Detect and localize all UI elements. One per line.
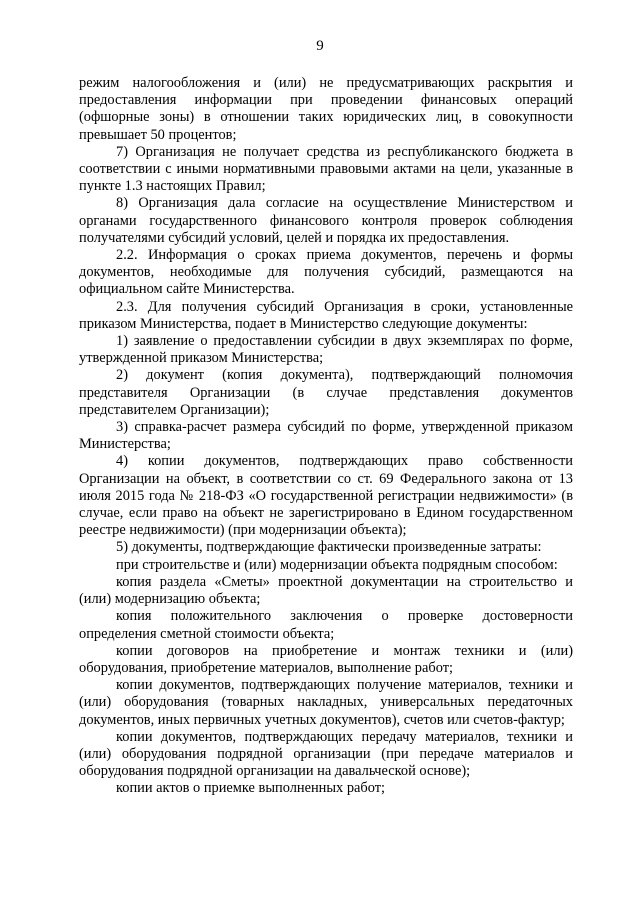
paragraph-doc-2: 2) документ (копия документа), подтверждающий полномочия представителя Организации (в случае представления документов представителем Организации); (79, 367, 573, 418)
paragraph-item-8: 8) Организация дала согласие на осуществление Министерством и органами государственного финансового контроля проверок соблюдения получателями субсидий условий, целей и порядка их предоставления. (79, 195, 573, 246)
paragraph-estimate-copy: копия раздела «Сметы» проектной документации на строительство и (или) модернизацию объекта; (79, 573, 573, 608)
document-body (79, 75, 573, 798)
paragraph-transfer-documents: копии документов, подтверждающих передачу материалов, техники и (или) оборудования подрядной организации (при передаче материалов и оборудования подрядной организации на давальческой основе); (79, 728, 573, 780)
paragraph-item-7: 7) Организация не получает средства из республиканского бюджета в соответствии с иными нормативными правовыми актами на цели, указанные в пункте 1.3 настоящих Правил; (79, 143, 573, 195)
paragraph-clause-2-2: 2.2. Информация о сроках приема документов, перечень и формы документов, необходимые для получения субсидий, размещаются на официальном сайте Министерства. (79, 247, 573, 298)
page-number: 9 (316, 38, 324, 54)
paragraph-doc-3: 3) справка-расчет размера субсидий по форме, утвержденной приказом Министерства; (79, 419, 573, 453)
paragraph-acceptance-acts: копии актов о приемке выполненных работ; (116, 780, 386, 797)
paragraph-continuation: режим налогообложения и (или) не предусматривающих раскрытия и предоставления информации при проведении финансовых операций (офшорные зоны) в отношении таких юридических лиц, в совокупности превышает 50 процентов; (79, 75, 573, 143)
paragraph-clause-2-3: 2.3. Для получения субсидий Организация в сроки, установленные приказом Министерства, подает в Министерство следующие документы: (79, 298, 573, 332)
paragraph-contracts-copies: копии договоров на приобретение и монтаж техники и (или) оборудования, приобретение материалов, выполнение работ; (79, 642, 573, 676)
paragraph-doc-4: 4) копии документов, подтверждающих право собственности Организации на объект, в соответствии со ст. 69 Федерального закона от 13 июля 2015 года № 218-ФЗ «О государственной регистрации недвижимости» (в случае, если право на объект не зарегистрировано в Едином государственном реестре недвижимости) (при модернизации объекта); (79, 453, 573, 539)
paragraph-expert-conclusion: копия положительного заключения о проверке достоверности определения сметной стоимости объекта; (79, 608, 573, 642)
paragraph-contract-method: при строительстве и (или) модернизации объекта подрядным способом: (116, 556, 558, 573)
paragraph-doc-1: 1) заявление о предоставлении субсидии в двух экземплярах по форме, утвержденной приказом Министерства; (79, 333, 573, 367)
paragraph-receipt-documents: копии документов, подтверждающих получение материалов, техники и (или) оборудования (товарных накладных, универсальных передаточных документов, иных первичных учетных документов), счетов или счетов-фактур; (79, 677, 573, 728)
paragraph-doc-5: 5) документы, подтверждающие фактически произведенные затраты: (116, 539, 542, 556)
